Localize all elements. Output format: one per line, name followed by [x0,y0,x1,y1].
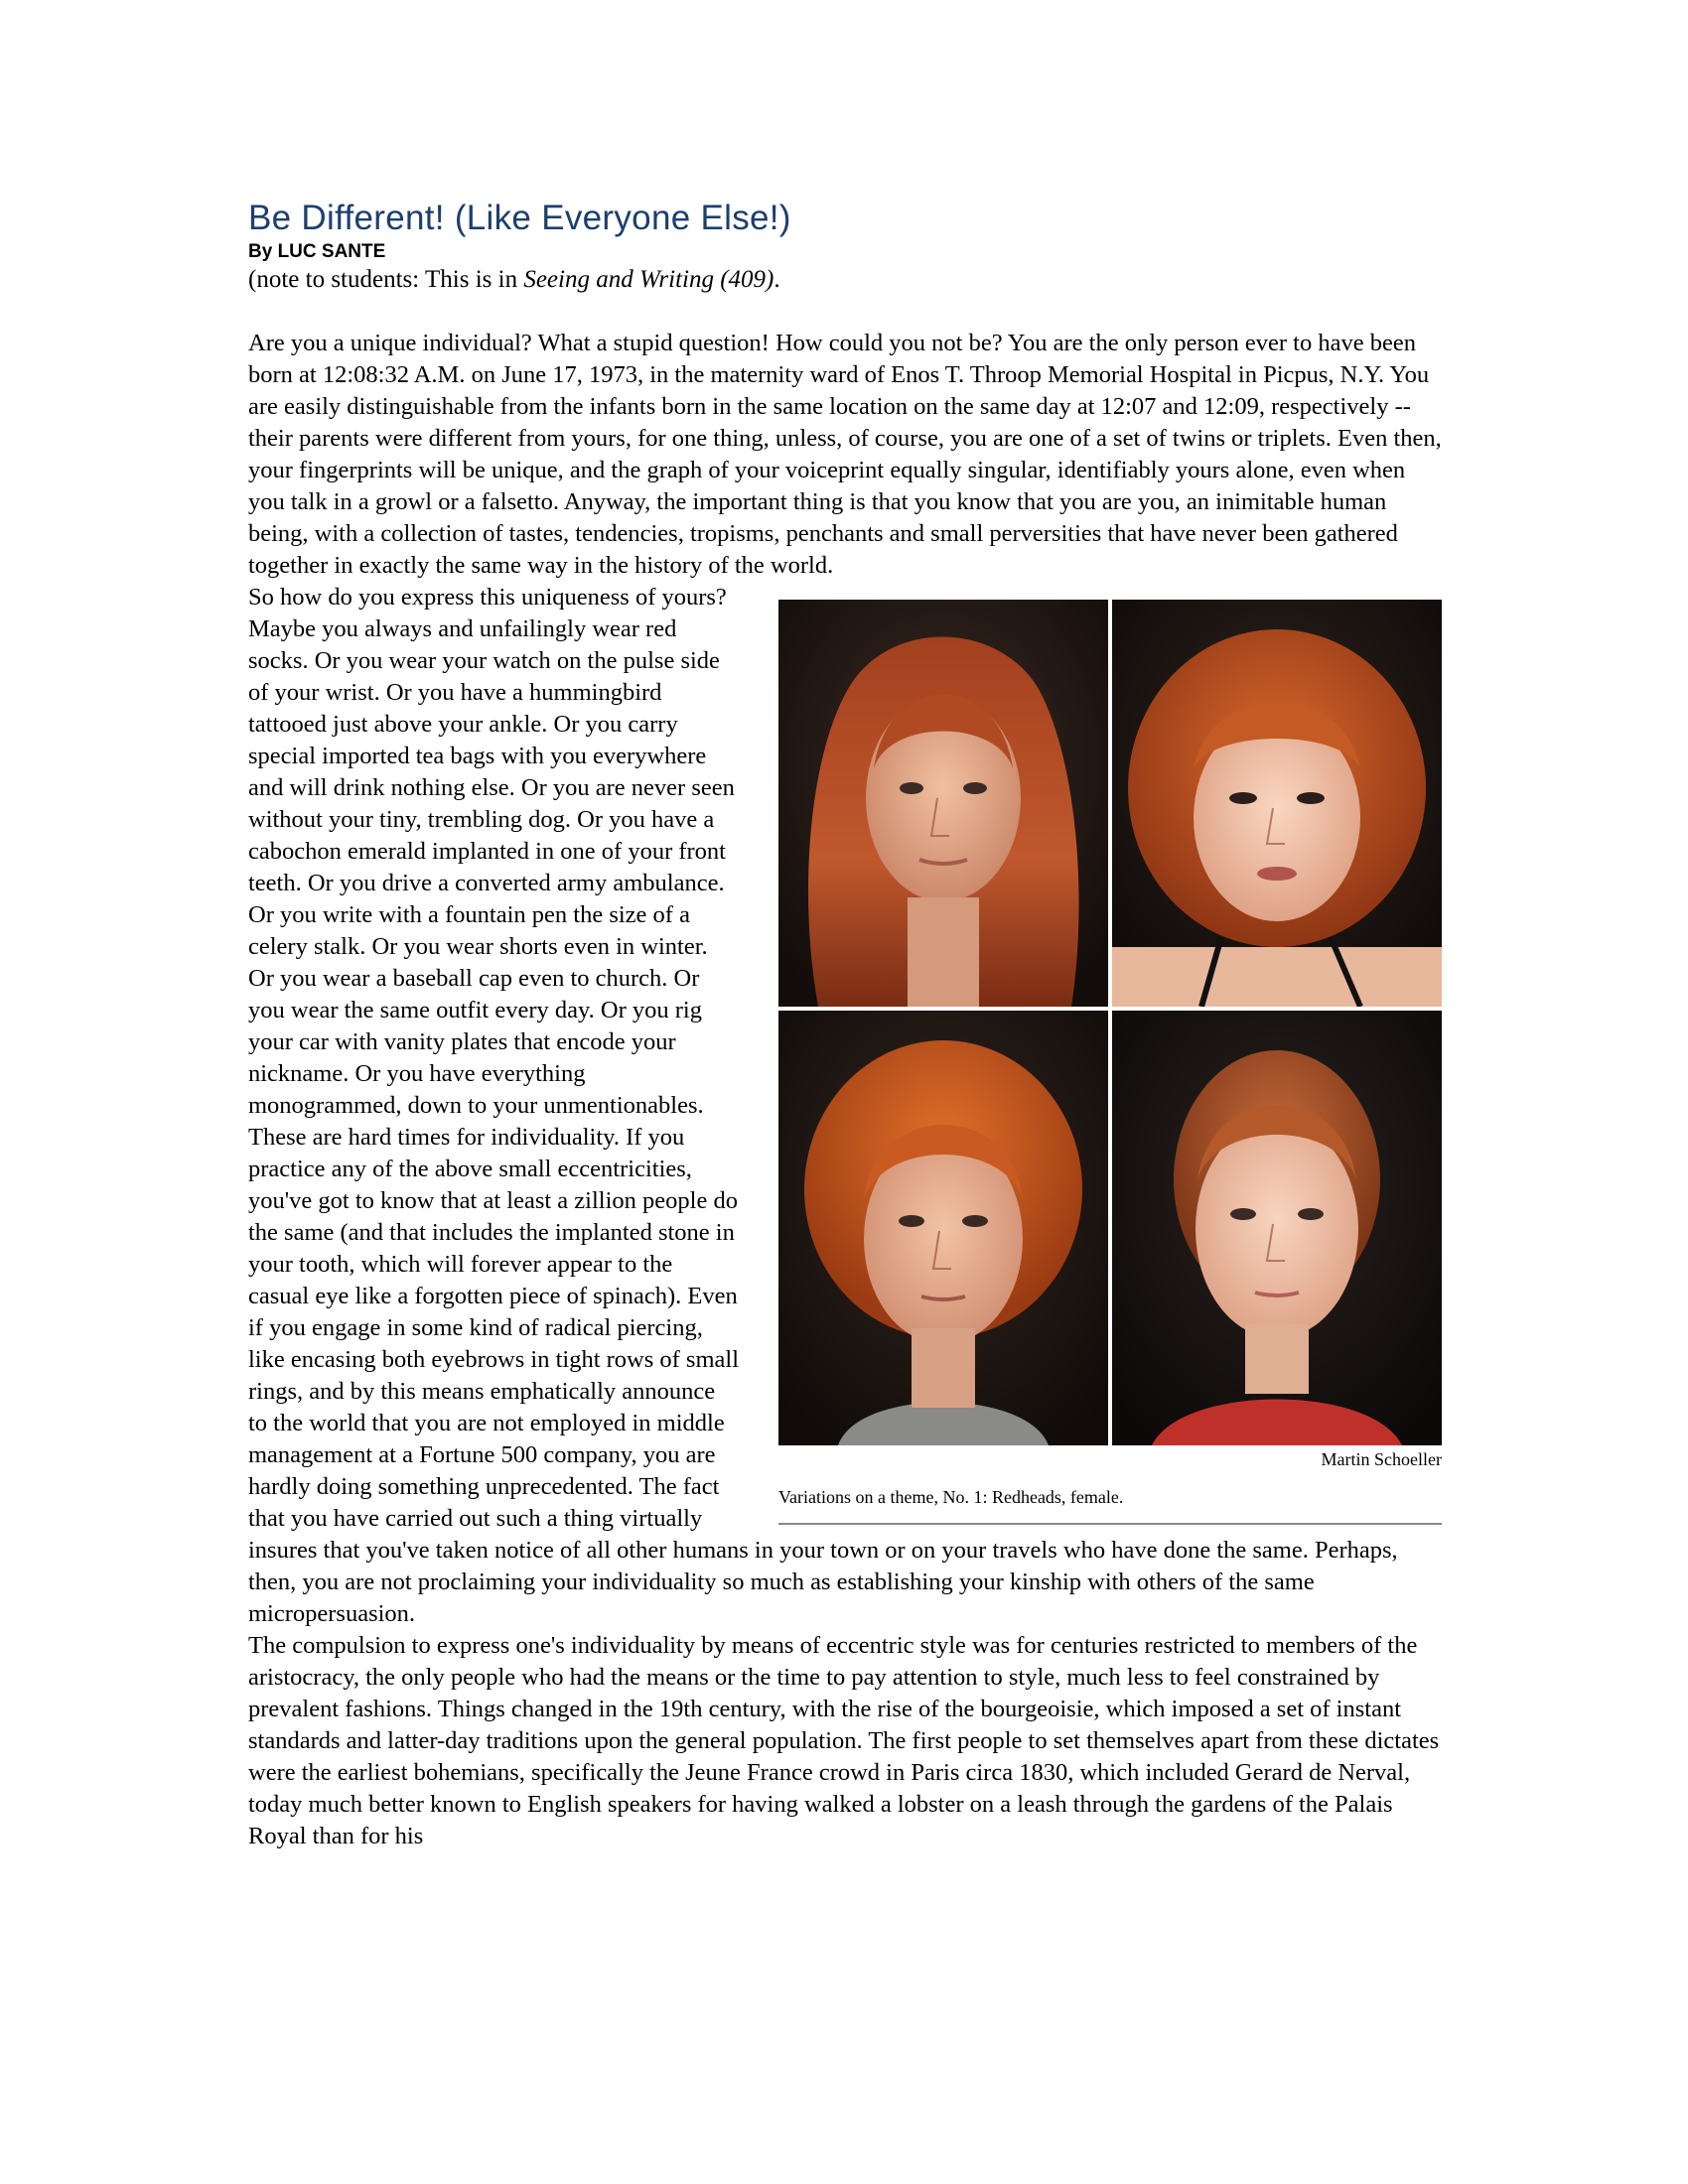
note-suffix: . [774,266,780,293]
photo-grid [778,600,1442,1445]
note-source: Seeing and Writing (409) [523,266,774,293]
photo-credit: Martin Schoeller [1321,1449,1442,1469]
note-prefix: (note to students: This is in [248,266,524,293]
portrait-photo-3 [778,1011,1108,1445]
byline: By LUC SANTE [248,241,386,262]
article-title: Be Different! (Like Everyone Else!) [248,199,791,237]
portrait-photo-1 [778,600,1108,1007]
paragraph-2: So how do you express this uniqueness of yours? Maybe you always and unfailingly wear red socks. Or you wear your watch on the pulse side of your wrist. Or you have a hummingbird tattooed just above your ankle. Or you carry special imported tea bags with you everywhere and will drink nothing else. Or you are never seen without your tiny, trembling dog. Or you have a cabochon emerald implanted in one of your front teeth. Or you drive a converted army ambulance. Or you write with a fountain pen the size of a celery stalk. Or you wear shorts even in winter. Or you wear a baseball cap even to church. Or you wear the same outfit every day. Or you rig your car with vanity plates that encode your nickname. Or you have everything monogrammed, down to your unmentionables. [248,584,735,1119]
article [248,197,1442,1852]
photo-figure [778,600,1442,1525]
article-body [248,328,1442,1852]
caption-divider [778,1523,1442,1525]
student-note [248,264,1442,296]
portrait-photo-4 [1112,1011,1442,1445]
paragraph-1: Are you a unique individual? What a stupid question! How could you not be? You are the only person ever to have been born at 12:08:32 A.M. on June 17, 1973, in the maternity ward of Enos T. Throop Memorial Hospital in Picpus, N.Y. You are easily distinguishable from the infants born in the same location on the same day at 12:07 and 12:09, respectively -- their parents were different from yours, for one thing, unless, of course, you are one of a set of twins or triplets. Even then, your fingerprints will be unique, and the graph of your voiceprint equally singular, identifiably yours alone, even when you talk in a growl or a falsetto. Anyway, the important thing is that you know that you are you, an inimitable human being, with a collection of tastes, tendencies, tropisms, penchants and small perversities that have never been gathered together in exactly the same way in the history of the world. [248,330,1442,579]
paragraph-4: The compulsion to express one's individuality by means of eccentric style was for centuries restricted to members of the aristocracy, the only people who had the means or the time to pay attention to style, much less to feel constrained by prevalent fashions. Things changed in the 19th century, with the rise of the bourgeoisie, which imposed a set of instant standards and latter-day traditions upon the general population. The first people to set themselves apart from these dictates were the earliest bohemians, specifically the Jeune France crowd in Paris circa 1830, which included Gerard de Nerval, today much better known to English speakers for having walked a lobster on a leash through the gardens of the Palais Royal than for his [248,1632,1440,1849]
portrait-photo-2 [1112,600,1442,1007]
photo-caption: Variations on a theme, No. 1: Redheads, female. [778,1487,1124,1507]
paragraph-3: These are hard times for individuality. If you practice any of the above small eccentricities, you've got to know that at least a zillion people do the same (and that includes the implanted stone in your tooth, which will forever appear to the casual eye like a forgotten piece of spinach). Even if you engage in some kind of radical piercing, like encasing both eyebrows in tight rows of small rings, and by this means emphatically announce to the world that you are not employed in middle management at a Fortune 500 company, you are hardly doing something unprecedented. The fact that you have carried out such a thing virtually insures that you've taken notice of all other humans in your town or on your travels who have done the same. Perhaps, then, you are not proclaiming your individuality so much as establishing your kinship with others of the same micropersuasion. [248,1124,1398,1627]
